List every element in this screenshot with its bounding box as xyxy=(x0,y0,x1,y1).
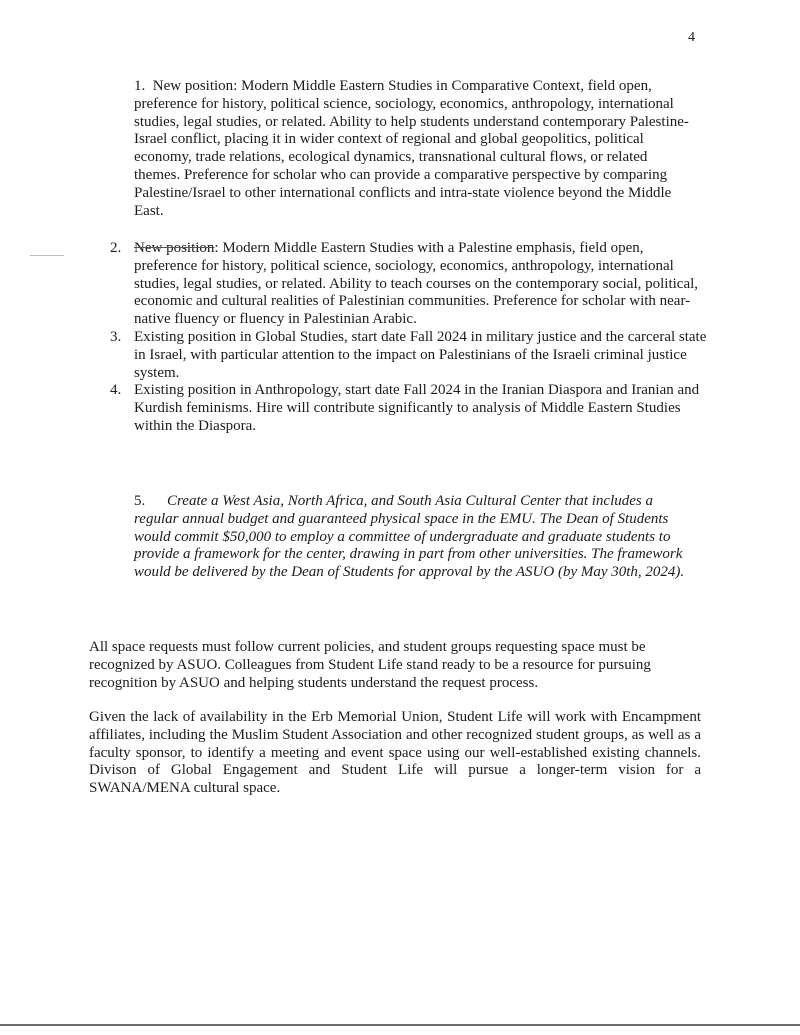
list-item-3-text: Existing position in Global Studies, start date Fall 2024 in military justice and the carceral state in Israel, with particular attention to the impact on Palestinians of the Israeli criminal justice system. xyxy=(134,328,707,381)
list-item-3 xyxy=(110,329,710,382)
bottom-rule xyxy=(0,1024,800,1026)
list-item-4-text: Existing position in Anthropology, start date Fall 2024 in the Iranian Diaspora and Iranian and Kurdish feminisms. Hire will contribute significantly to analysis of Middle Eastern Studies within the Diaspora. xyxy=(134,382,700,434)
paragraph-student-life: Given the lack of availability in the Erb Memorial Union, Student Life will work with Encampment affiliates, including the Muslim Student Association and other recognized student groups, as well as a faculty sponsor, to identify a meeting and event space using our well-established existing channels. Divison of Global Engagement and Student Life will pursue a longer-term vision for a SWANA/MENA cultural space. xyxy=(89,709,701,797)
list-item-5-text: Create a West Asia, North Africa, and South Asia Cultural Center that includes a regular annual budget and guaranteed physical space in the EMU. The Dean of Students would commit $50,000 to employ a committee of undergraduate and graduate students to provide a framework for the center, drawing in part from other universities. The framework would be delivered by the Dean of Students for approval by the ASUO (by May 30th, 2024). xyxy=(134,493,685,581)
paragraph-space-requests: All space requests must follow current policies, and student groups requesting space must be recognized by ASUO. Colleagues from Student Life stand ready to be a resource for pursuing recognition by ASUO and helping students understand the request process. xyxy=(89,639,651,691)
list-item-2-number: 2. xyxy=(110,240,122,256)
list-item-4-number: 4. xyxy=(110,382,122,399)
page-number: 4 xyxy=(688,30,695,45)
list-item-5 xyxy=(134,493,694,582)
list-item-1-text: New position: Modern Middle Eastern Studies in Comparative Context, field open, preference for history, political science, sociology, economics, anthropology, international studies, legal studies, or related. Ability to help students understand contemporary Palestine-Israel conflict, placing it in wider context of regional and global geopolitics, political economy, trade relations, ecological dynamics, transnational cultural flows, or related themes. Preference for scholar who can provide a comparative perspective by comparing Palestine/Israel to other international conflicts and intra-state violence beyond the Middle East. xyxy=(134,78,689,219)
list-item-2-text: : Modern Middle Eastern Studies with a Palestine emphasis, field open, preference for history, political science, sociology, economics, anthropology, international studies, legal studies, or related. Ability to teach courses on the contemporary social, political, economic and cultural realities of Palestinian communities. Preference for scholar with near-native fluency or fluency in Palestinian Arabic. xyxy=(134,240,699,328)
list-item-4 xyxy=(110,382,710,435)
list-item-2 xyxy=(110,240,710,329)
list-item-2-struck-text: New position xyxy=(134,240,215,256)
numbered-list xyxy=(110,240,710,436)
list-item-1-number: 1. xyxy=(134,78,146,94)
margin-mark xyxy=(30,255,64,256)
list-item-5-number: 5. xyxy=(134,493,146,509)
list-item-3-number: 3. xyxy=(110,328,122,345)
list-item-1 xyxy=(134,78,694,220)
